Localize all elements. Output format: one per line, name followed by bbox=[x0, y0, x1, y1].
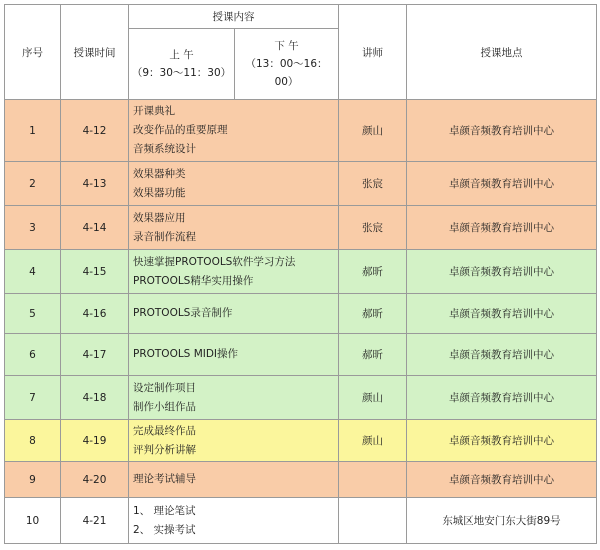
row-location: 卓颜音频教育培训中心 bbox=[407, 462, 597, 498]
row-date: 4-15 bbox=[61, 250, 129, 294]
row-topics bbox=[129, 376, 339, 420]
topic-line: 效果器功能 bbox=[133, 186, 186, 199]
row-teacher: 张宸 bbox=[339, 206, 407, 250]
row-topics bbox=[129, 162, 339, 206]
topic-line: 完成最终作品 bbox=[133, 424, 196, 437]
row-location: 卓颜音频教育培训中心 bbox=[407, 250, 597, 294]
table-row bbox=[5, 250, 597, 294]
header-afternoon-time-1: （13：00～16： bbox=[245, 58, 328, 70]
row-teacher: 颜山 bbox=[339, 100, 407, 162]
topic-line: PROTOOLS录音制作 bbox=[133, 307, 233, 319]
topic-line: 设定制作项目 bbox=[133, 381, 196, 394]
row-teacher: 郝昕 bbox=[339, 250, 407, 294]
header-morning bbox=[129, 29, 235, 100]
row-location: 卓颜音频教育培训中心 bbox=[407, 420, 597, 462]
row-location: 卓颜音频教育培训中心 bbox=[407, 376, 597, 420]
row-topics bbox=[129, 206, 339, 250]
table-row bbox=[5, 206, 597, 250]
header-content: 授课内容 bbox=[129, 5, 339, 29]
topic-line: 音频系统设计 bbox=[133, 143, 196, 155]
row-index: 9 bbox=[5, 462, 61, 498]
row-location: 卓颜音频教育培训中心 bbox=[407, 162, 597, 206]
topic-line: PROTOOLS MIDI操作 bbox=[133, 348, 239, 360]
row-topics bbox=[129, 334, 339, 376]
row-date: 4-19 bbox=[61, 420, 129, 462]
table-row bbox=[5, 162, 597, 206]
row-index: 5 bbox=[5, 294, 61, 334]
row-location: 东城区地安门东大街89号 bbox=[407, 498, 597, 544]
topic-line: PROTOOLS精华实用操作 bbox=[133, 274, 254, 287]
row-location: 卓颜音频教育培训中心 bbox=[407, 334, 597, 376]
topic-line: 制作小组作品 bbox=[133, 400, 196, 413]
header-index: 序号 bbox=[5, 5, 61, 100]
topic-line: 效果器种类 bbox=[133, 167, 186, 180]
row-teacher bbox=[339, 498, 407, 544]
row-date: 4-13 bbox=[61, 162, 129, 206]
table-row bbox=[5, 420, 597, 462]
row-index: 8 bbox=[5, 420, 61, 462]
row-index: 10 bbox=[5, 498, 61, 544]
table-row bbox=[5, 498, 597, 544]
row-topics bbox=[129, 250, 339, 294]
header-afternoon-time-2: 00） bbox=[274, 76, 299, 88]
row-topics bbox=[129, 498, 339, 544]
topic-line: 录音制作流程 bbox=[133, 230, 196, 243]
row-teacher bbox=[339, 462, 407, 498]
topic-line: 理论考试辅导 bbox=[133, 473, 196, 485]
row-date: 4-21 bbox=[61, 498, 129, 544]
row-topics bbox=[129, 420, 339, 462]
topic-line: 快速掌握PROTOOLS软件学习方法 bbox=[133, 255, 296, 268]
row-index: 7 bbox=[5, 376, 61, 420]
row-location: 卓颜音频教育培训中心 bbox=[407, 294, 597, 334]
row-index: 1 bbox=[5, 100, 61, 162]
topic-line: 评判分析讲解 bbox=[133, 443, 196, 456]
header-afternoon-label: 下 午 bbox=[274, 40, 299, 52]
topic-line: 改变作品的重要原理 bbox=[133, 124, 228, 136]
row-teacher: 颜山 bbox=[339, 376, 407, 420]
row-topics bbox=[129, 294, 339, 334]
row-date: 4-12 bbox=[61, 100, 129, 162]
table-row bbox=[5, 334, 597, 376]
header-date: 授课时间 bbox=[61, 5, 129, 100]
topic-line: 2、 实操考试 bbox=[133, 523, 196, 536]
row-date: 4-18 bbox=[61, 376, 129, 420]
row-topics bbox=[129, 462, 339, 498]
row-index: 4 bbox=[5, 250, 61, 294]
row-teacher: 郝昕 bbox=[339, 294, 407, 334]
row-location: 卓颜音频教育培训中心 bbox=[407, 206, 597, 250]
topic-line: 开课典礼 bbox=[133, 105, 175, 117]
table-row bbox=[5, 100, 597, 162]
topic-line: 效果器应用 bbox=[133, 211, 186, 224]
row-index: 3 bbox=[5, 206, 61, 250]
row-location: 卓颜音频教育培训中心 bbox=[407, 100, 597, 162]
table-row bbox=[5, 376, 597, 420]
header-teacher: 讲师 bbox=[339, 5, 407, 100]
row-index: 2 bbox=[5, 162, 61, 206]
topic-line: 1、 理论笔试 bbox=[133, 504, 196, 517]
schedule-table bbox=[4, 4, 597, 544]
row-topics bbox=[129, 100, 339, 162]
row-date: 4-16 bbox=[61, 294, 129, 334]
row-teacher: 颜山 bbox=[339, 420, 407, 462]
header-afternoon bbox=[235, 29, 339, 100]
row-date: 4-20 bbox=[61, 462, 129, 498]
schedule-body bbox=[5, 100, 597, 544]
table-row bbox=[5, 462, 597, 498]
header-morning-label: 上 午 bbox=[169, 49, 194, 61]
row-teacher: 张宸 bbox=[339, 162, 407, 206]
row-index: 6 bbox=[5, 334, 61, 376]
header-location: 授课地点 bbox=[407, 5, 597, 100]
table-row bbox=[5, 294, 597, 334]
row-teacher: 郝昕 bbox=[339, 334, 407, 376]
row-date: 4-14 bbox=[61, 206, 129, 250]
row-date: 4-17 bbox=[61, 334, 129, 376]
header-morning-time: （9：30～11：30） bbox=[131, 67, 232, 79]
